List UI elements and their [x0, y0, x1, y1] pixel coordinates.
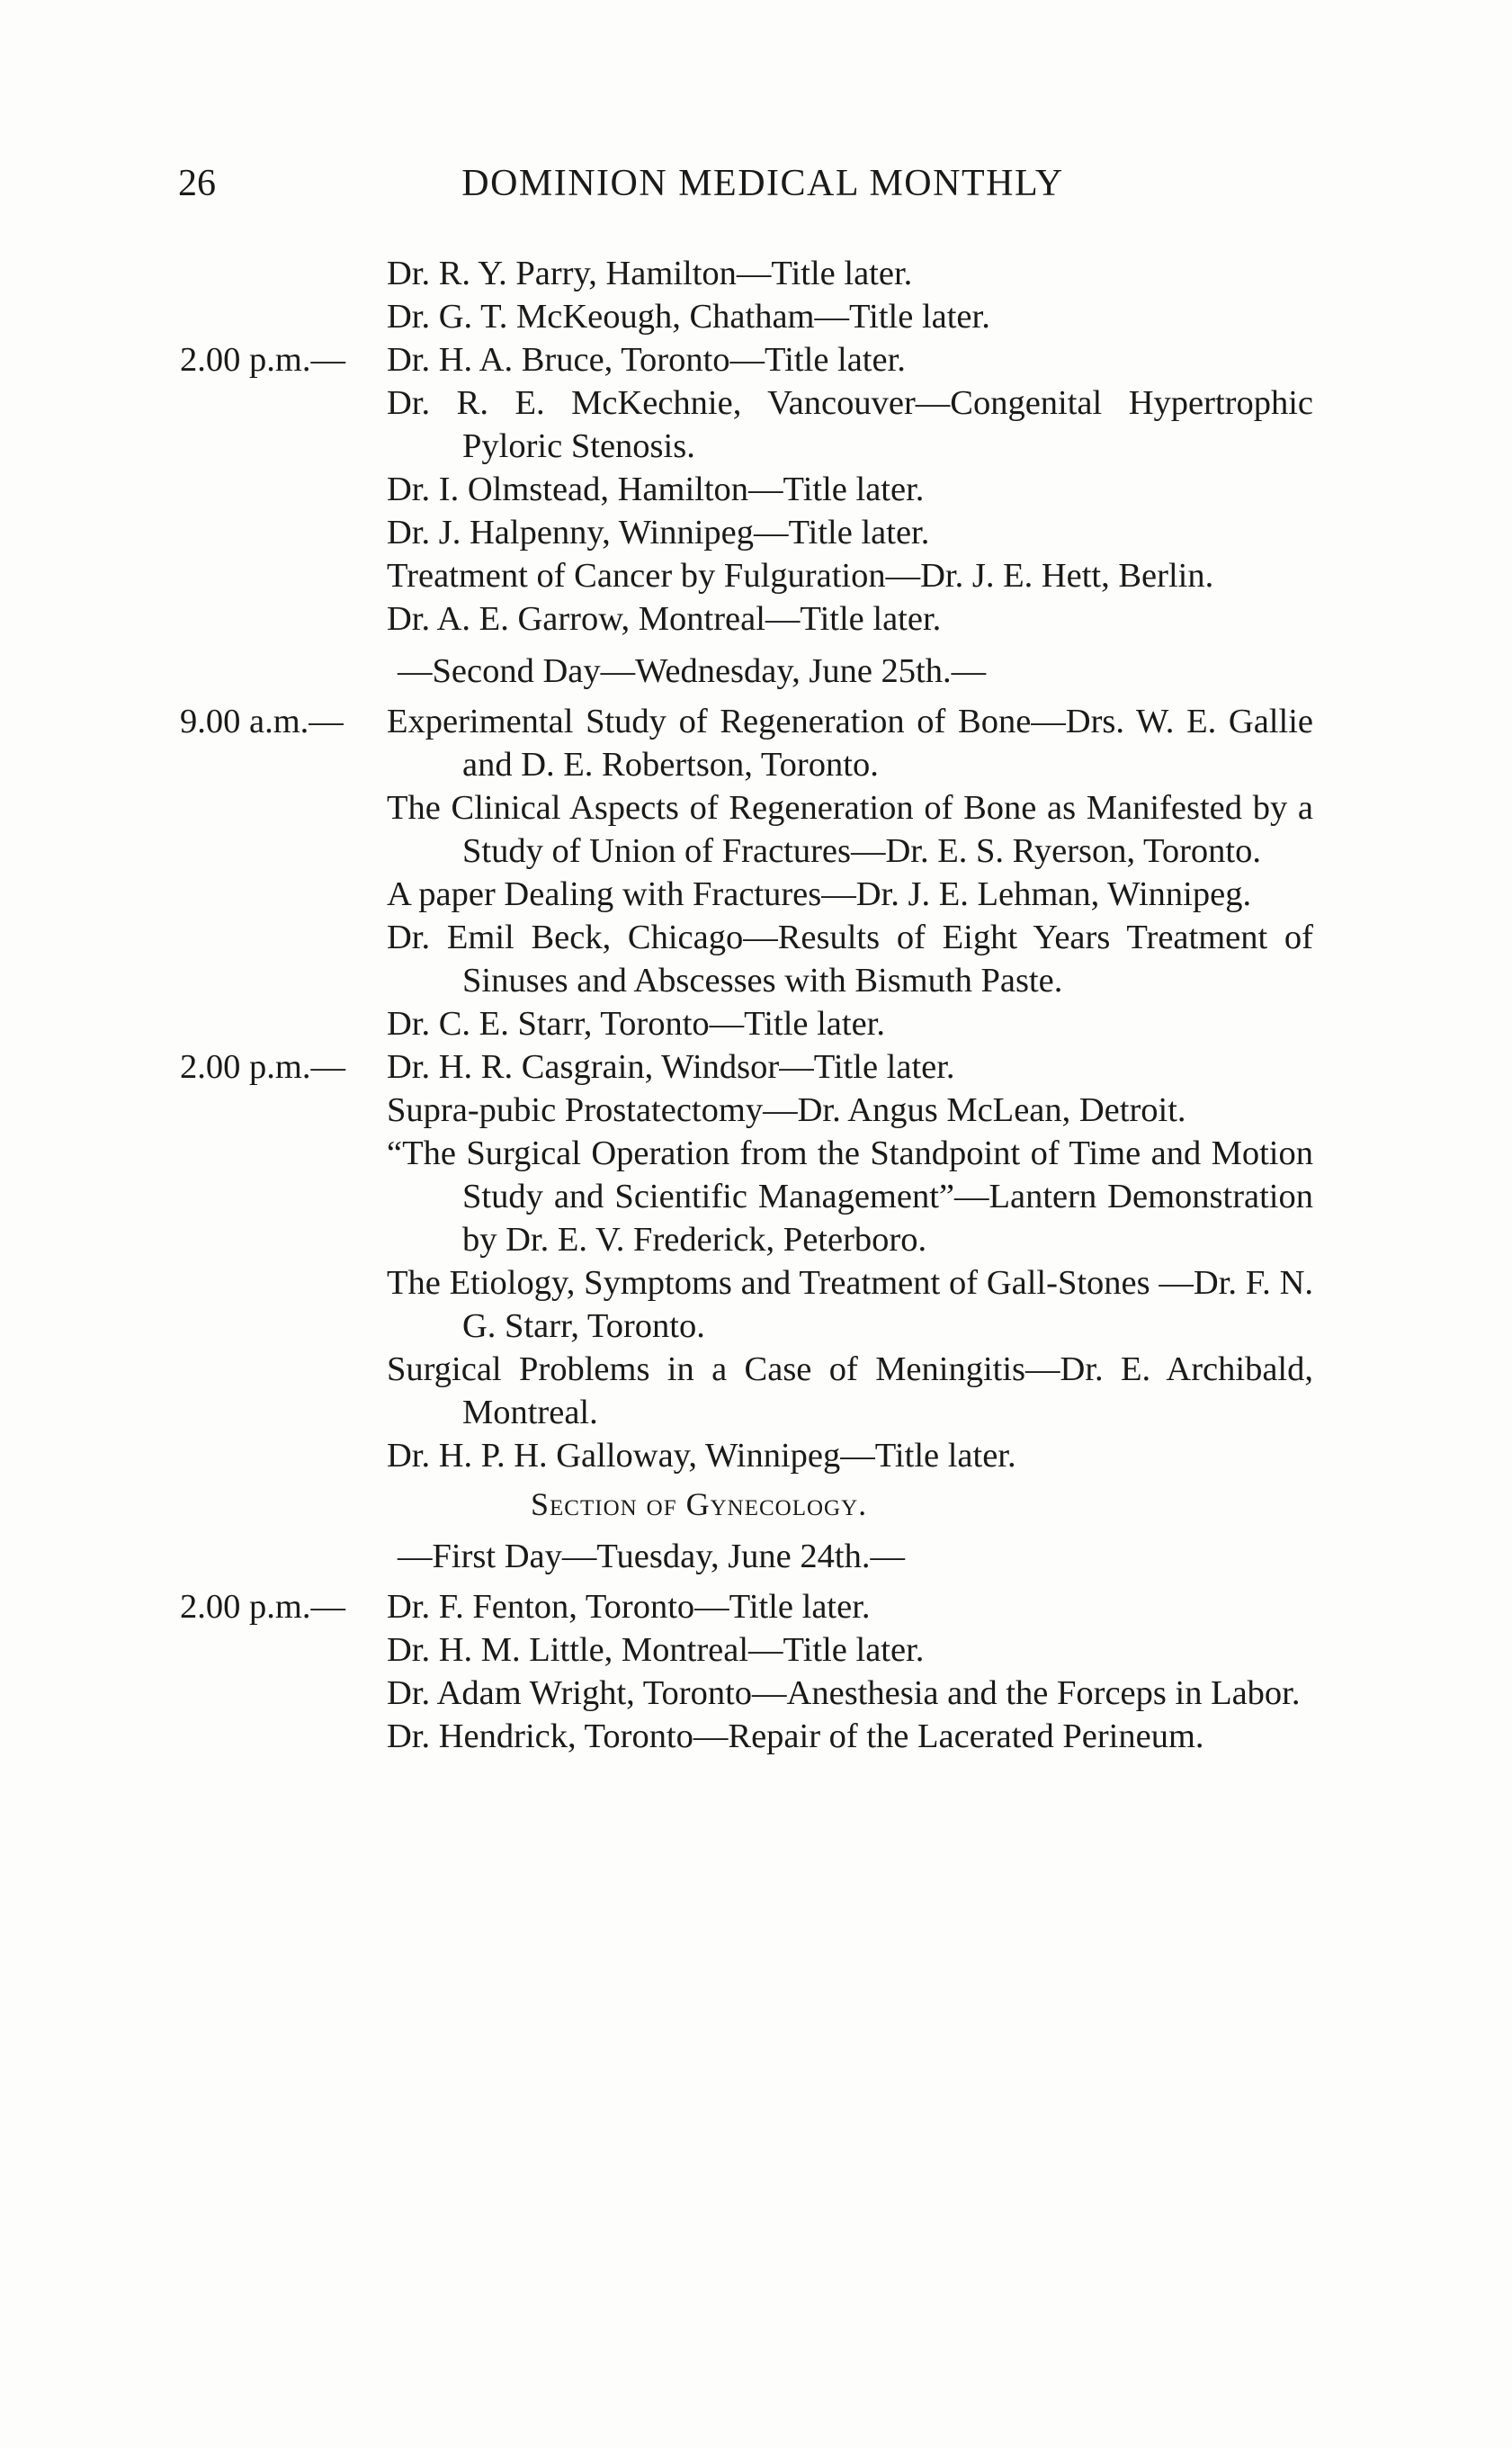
programme-entry	[180, 295, 1313, 338]
day-heading: —Second Day—Wednesday, June 25th.—	[398, 652, 987, 690]
entry-text: Dr. Adam Wright, Toronto—Anesthesia and the Forceps in Labor.	[387, 1674, 1301, 1712]
programme-entry	[180, 873, 1313, 916]
entry-text: “The Surgical Operation from the Standpoint of Time and Motion Study and Scientific Management”—Lantern Demonstration by Dr. E. V. Frederick, Peterboro.	[387, 1134, 1313, 1259]
programme-entry	[180, 381, 1313, 468]
programme-body	[180, 252, 1313, 1758]
entry-text: Dr. A. E. Garrow, Montreal—Title later.	[387, 600, 942, 638]
entry-text: Dr. H. P. H. Galloway, Winnipeg—Title later.	[387, 1437, 1016, 1475]
entry-text: Supra-pubic Prostatectomy—Dr. Angus McLean, Detroit.	[387, 1091, 1186, 1129]
programme-entry	[180, 1348, 1313, 1434]
entry-text: Dr. H. M. Little, Montreal—Title later.	[387, 1631, 925, 1669]
programme-entry	[180, 1089, 1313, 1132]
entry-text: The Clinical Aspects of Regeneration of Bone as Manifested by a Study of Union of Fractures—Dr. E. S. Ryerson, Toronto.	[387, 789, 1313, 870]
entry-text: Dr. F. Fenton, Toronto—Title later.	[387, 1588, 871, 1626]
entry-text: Dr. G. T. McKeough, Chatham—Title later.	[387, 298, 990, 336]
programme-entry	[180, 1672, 1313, 1715]
entry-text: Dr. H. R. Casgrain, Windsor—Title later.	[387, 1048, 955, 1086]
programme-entry	[180, 554, 1313, 597]
entry-text: Dr. J. Halpenny, Winnipeg—Title later.	[387, 514, 930, 551]
programme-entry	[180, 1261, 1313, 1348]
page-header	[178, 162, 1311, 216]
entry-text: The Etiology, Symptoms and Treatment of Gall-Stones —Dr. F. N. G. Starr, Toronto.	[387, 1264, 1313, 1345]
session-time: 2.00 p.m.—	[180, 341, 345, 379]
entry-text: Dr. Emil Beck, Chicago—Results of Eight Years Treatment of Sinuses and Abscesses with Bismuth Paste.	[387, 919, 1313, 1000]
programme-entry	[180, 1132, 1313, 1261]
programme-entry	[180, 1002, 1313, 1045]
entry-text: Experimental Study of Regeneration of Bone—Drs. W. E. Gallie and D. E. Robertson, Toronto.	[387, 703, 1313, 784]
programme-entry	[180, 1628, 1313, 1672]
entry-text: Dr. R. E. McKechnie, Vancouver—Congenital Hypertrophic Pyloric Stenosis.	[387, 384, 1313, 465]
programme-entry	[180, 468, 1313, 511]
programme-entry	[180, 700, 1313, 786]
programme-entry	[180, 252, 1313, 295]
entry-text: Dr. Hendrick, Toronto—Repair of the Lacerated Perineum.	[387, 1717, 1204, 1755]
running-title: DOMINION MEDICAL MONTHLY	[461, 163, 1064, 204]
programme-entry	[180, 338, 1313, 381]
programme-entry	[180, 1585, 1313, 1628]
programme-entry	[180, 1715, 1313, 1758]
programme-entry	[180, 1045, 1313, 1089]
session-time: 9.00 a.m.—	[180, 703, 344, 740]
page-number: 26	[178, 163, 216, 204]
programme-entry	[180, 1434, 1313, 1477]
day-heading: —First Day—Tuesday, June 24th.—	[398, 1538, 905, 1575]
programme-entry	[180, 916, 1313, 1002]
session-time: 2.00 p.m.—	[180, 1048, 345, 1086]
programme-entry	[180, 511, 1313, 554]
entry-text: Dr. H. A. Bruce, Toronto—Title later.	[387, 341, 906, 379]
session-time: 2.00 p.m.—	[180, 1588, 345, 1626]
entry-text: Dr. I. Olmstead, Hamilton—Title later.	[387, 471, 925, 508]
entry-text: Dr. R. Y. Parry, Hamilton—Title later.	[387, 255, 913, 292]
entry-text: A paper Dealing with Fractures—Dr. J. E. Lehman, Winnipeg.	[387, 875, 1252, 913]
section-heading: Section of Gynecology.	[531, 1486, 868, 1522]
programme-entry	[180, 597, 1313, 641]
entry-text: Dr. C. E. Starr, Toronto—Title later.	[387, 1005, 886, 1043]
entry-text: Treatment of Cancer by Fulguration—Dr. J. E. Hett, Berlin.	[387, 557, 1214, 595]
entry-text: Surgical Problems in a Case of Meningitis—Dr. E. Archibald, Montreal.	[387, 1350, 1313, 1431]
programme-entry	[180, 786, 1313, 873]
